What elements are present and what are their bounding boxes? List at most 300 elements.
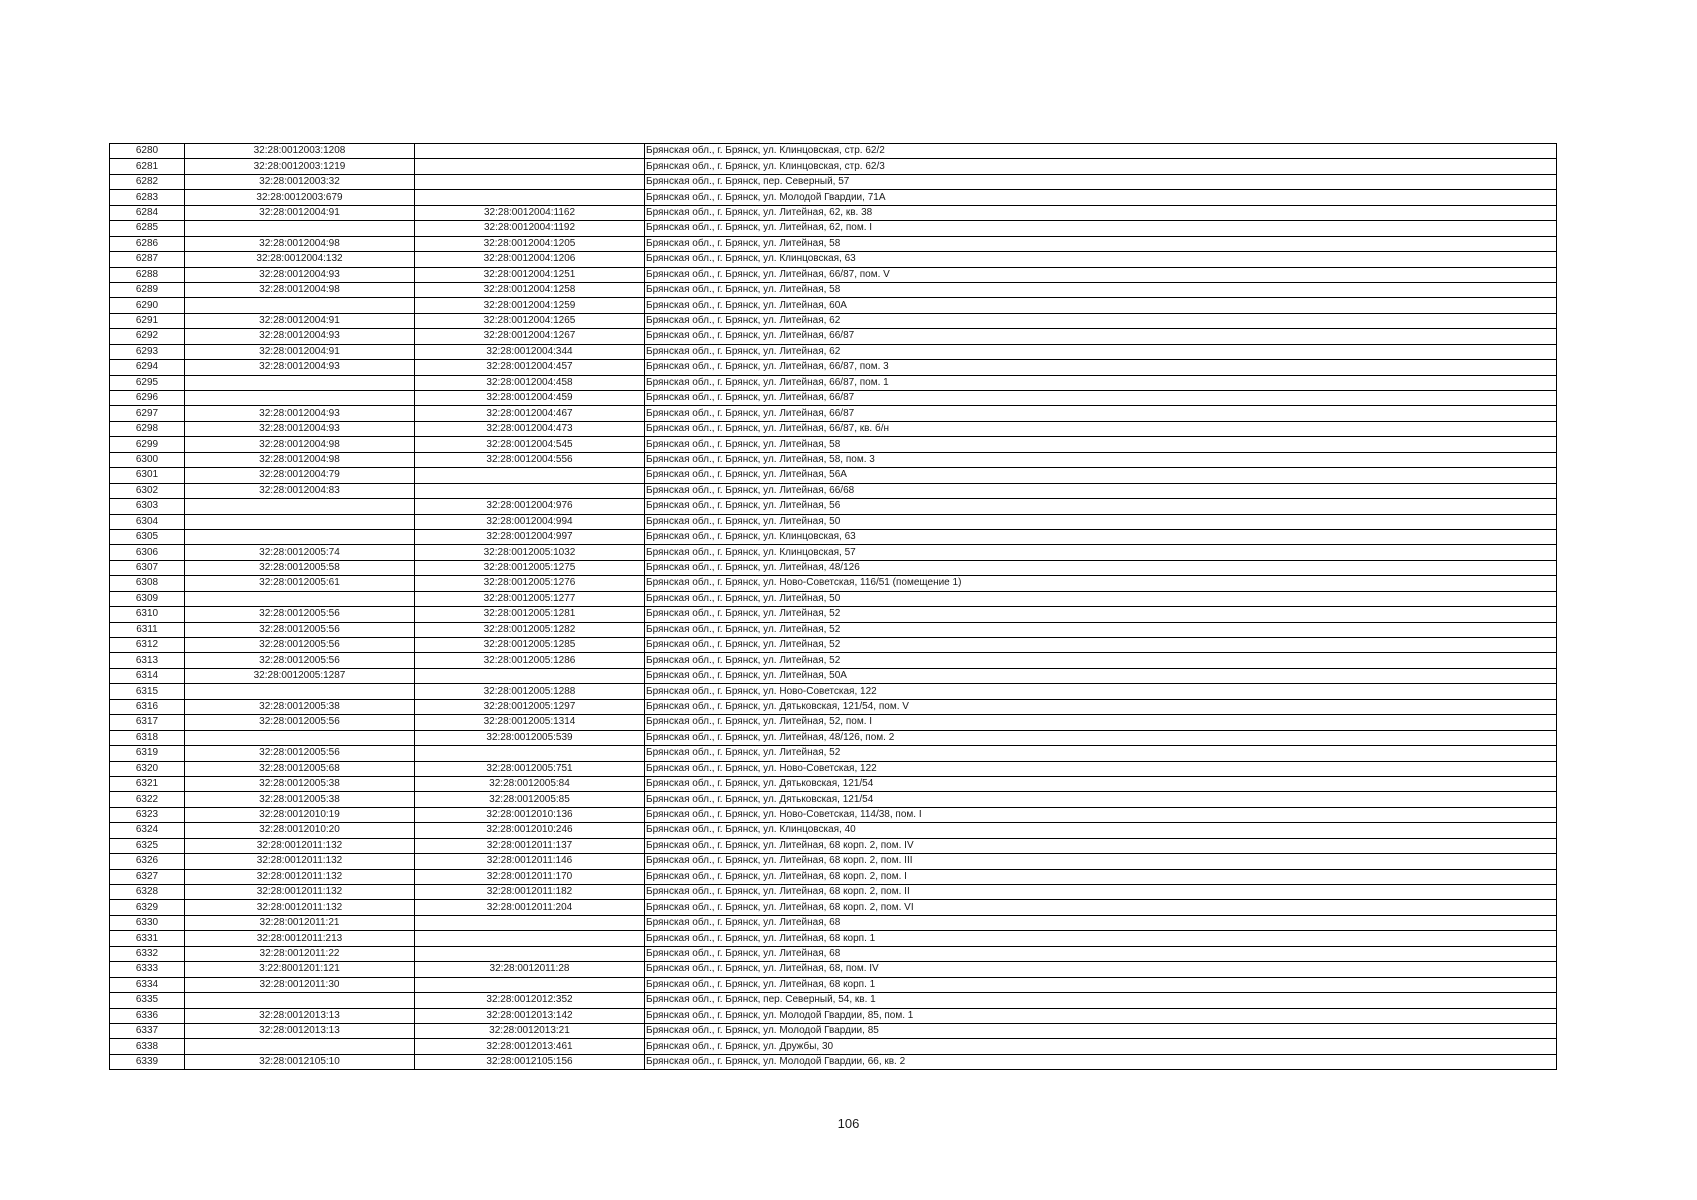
row-number-cell: 6296 (110, 391, 185, 406)
table-row (110, 792, 1557, 807)
row-number-cell: 6309 (110, 591, 185, 606)
row-number-cell: 6295 (110, 375, 185, 390)
object-cadastral-number-cell: 32:28:0012005:1032 (415, 545, 645, 560)
object-cadastral-number-cell: 32:28:0012005:751 (415, 761, 645, 776)
table-row (110, 282, 1557, 297)
land-cadastral-number-cell: 32:28:0012011:21 (185, 915, 415, 930)
row-number-cell: 6308 (110, 576, 185, 591)
row-number-cell: 6299 (110, 437, 185, 452)
table-row (110, 483, 1557, 498)
row-number-cell: 6318 (110, 730, 185, 745)
land-cadastral-number-cell: 32:28:0012004:132 (185, 252, 415, 267)
row-number-cell: 6288 (110, 267, 185, 282)
object-cadastral-number-cell: 32:28:0012011:137 (415, 838, 645, 853)
row-number-cell: 6324 (110, 823, 185, 838)
address-cell: Брянская обл., г. Брянск, ул. Литейная, 62 (645, 344, 1557, 359)
land-cadastral-number-cell (185, 221, 415, 236)
object-cadastral-number-cell: 32:28:0012004:545 (415, 437, 645, 452)
row-number-cell: 6335 (110, 993, 185, 1008)
table-row (110, 576, 1557, 591)
object-cadastral-number-cell: 32:28:0012005:1314 (415, 715, 645, 730)
land-cadastral-number-cell (185, 499, 415, 514)
object-cadastral-number-cell: 32:28:0012004:473 (415, 421, 645, 436)
row-number-cell: 6282 (110, 174, 185, 189)
land-cadastral-number-cell: 32:28:0012011:22 (185, 946, 415, 961)
table-row (110, 638, 1557, 653)
address-cell: Брянская обл., г. Брянск, ул. Литейная, 68 корп. 1 (645, 977, 1557, 992)
address-cell: Брянская обл., г. Брянск, ул. Литейная, 58 (645, 282, 1557, 297)
object-cadastral-number-cell: 32:28:0012004:1259 (415, 298, 645, 313)
table-row (110, 977, 1557, 992)
address-cell: Брянская обл., г. Брянск, ул. Литейная, 68 корп. 2, пом. II (645, 885, 1557, 900)
address-cell: Брянская обл., г. Брянск, пер. Северный, 57 (645, 174, 1557, 189)
land-cadastral-number-cell: 32:28:0012003:1219 (185, 159, 415, 174)
land-cadastral-number-cell: 32:28:0012004:98 (185, 437, 415, 452)
row-number-cell: 6303 (110, 499, 185, 514)
land-cadastral-number-cell: 32:28:0012010:20 (185, 823, 415, 838)
address-cell: Брянская обл., г. Брянск, ул. Литейная, 50А (645, 668, 1557, 683)
address-cell: Брянская обл., г. Брянск, ул. Дятьковская, 121/54, пом. V (645, 699, 1557, 714)
address-cell: Брянская обл., г. Брянск, ул. Литейная, 68 корп. 2, пом. VI (645, 900, 1557, 915)
object-cadastral-number-cell (415, 977, 645, 992)
row-number-cell: 6327 (110, 869, 185, 884)
address-cell: Брянская обл., г. Брянск, ул. Литейная, 48/126 (645, 560, 1557, 575)
object-cadastral-number-cell: 32:28:0012105:156 (415, 1054, 645, 1069)
page-number: 106 (837, 1116, 860, 1131)
address-cell: Брянская обл., г. Брянск, ул. Дружбы, 30 (645, 1039, 1557, 1054)
address-cell: Брянская обл., г. Брянск, ул. Литейная, 52 (645, 746, 1557, 761)
table-row (110, 622, 1557, 637)
address-cell: Брянская обл., г. Брянск, ул. Литейная, 66/87, кв. б/н (645, 421, 1557, 436)
row-number-cell: 6283 (110, 190, 185, 205)
table-row (110, 560, 1557, 575)
object-cadastral-number-cell: 32:28:0012013:461 (415, 1039, 645, 1054)
row-number-cell: 6310 (110, 607, 185, 622)
land-cadastral-number-cell (185, 529, 415, 544)
land-cadastral-number-cell: 32:28:0012005:56 (185, 746, 415, 761)
land-cadastral-number-cell: 32:28:0012005:38 (185, 699, 415, 714)
object-cadastral-number-cell: 32:28:0012011:28 (415, 962, 645, 977)
row-number-cell: 6329 (110, 900, 185, 915)
table-row (110, 344, 1557, 359)
object-cadastral-number-cell: 32:28:0012004:459 (415, 391, 645, 406)
row-number-cell: 6284 (110, 205, 185, 220)
table-row (110, 946, 1557, 961)
object-cadastral-number-cell (415, 144, 645, 159)
table-row (110, 437, 1557, 452)
address-cell: Брянская обл., г. Брянск, ул. Молодой Гвардии, 85 (645, 1023, 1557, 1038)
land-cadastral-number-cell: 32:28:0012005:56 (185, 607, 415, 622)
address-cell: Брянская обл., г. Брянск, ул. Клинцовская, 57 (645, 545, 1557, 560)
land-cadastral-number-cell (185, 730, 415, 745)
object-cadastral-number-cell: 32:28:0012004:1205 (415, 236, 645, 251)
table-row (110, 931, 1557, 946)
address-cell: Брянская обл., г. Брянск, ул. Литейная, 58 (645, 236, 1557, 251)
land-cadastral-number-cell (185, 993, 415, 1008)
row-number-cell: 6323 (110, 807, 185, 822)
table-row (110, 360, 1557, 375)
land-cadastral-number-cell: 32:28:0012004:98 (185, 282, 415, 297)
object-cadastral-number-cell: 32:28:0012011:204 (415, 900, 645, 915)
address-cell: Брянская обл., г. Брянск, ул. Литейная, 52 (645, 607, 1557, 622)
land-cadastral-number-cell: 32:28:0012005:61 (185, 576, 415, 591)
object-cadastral-number-cell (415, 931, 645, 946)
address-cell: Брянская обл., г. Брянск, ул. Литейная, 48/126, пом. 2 (645, 730, 1557, 745)
object-cadastral-number-cell: 32:28:0012004:1162 (415, 205, 645, 220)
row-number-cell: 6325 (110, 838, 185, 853)
object-cadastral-number-cell: 32:28:0012011:182 (415, 885, 645, 900)
land-cadastral-number-cell: 32:28:0012005:74 (185, 545, 415, 560)
row-number-cell: 6331 (110, 931, 185, 946)
row-number-cell: 6333 (110, 962, 185, 977)
land-cadastral-number-cell (185, 391, 415, 406)
address-cell: Брянская обл., г. Брянск, ул. Литейная, 62, пом. I (645, 221, 1557, 236)
object-cadastral-number-cell: 32:28:0012012:352 (415, 993, 645, 1008)
table-row (110, 823, 1557, 838)
table-row (110, 746, 1557, 761)
address-cell: Брянская обл., г. Брянск, ул. Литейная, 68 корп. 2, пом. IV (645, 838, 1557, 853)
row-number-cell: 6312 (110, 638, 185, 653)
land-cadastral-number-cell: 32:28:0012010:19 (185, 807, 415, 822)
object-cadastral-number-cell: 32:28:0012004:1206 (415, 252, 645, 267)
object-cadastral-number-cell: 32:28:0012004:458 (415, 375, 645, 390)
address-cell: Брянская обл., г. Брянск, ул. Клинцовская, стр. 62/2 (645, 144, 1557, 159)
address-cell: Брянская обл., г. Брянск, ул. Ново-Советская, 122 (645, 761, 1557, 776)
land-cadastral-number-cell: 32:28:0012005:38 (185, 792, 415, 807)
object-cadastral-number-cell: 32:28:0012005:1286 (415, 653, 645, 668)
address-cell: Брянская обл., г. Брянск, ул. Литейная, 68 корп. 2, пом. III (645, 854, 1557, 869)
object-cadastral-number-cell: 32:28:0012005:1282 (415, 622, 645, 637)
land-cadastral-number-cell (185, 1039, 415, 1054)
table-row (110, 298, 1557, 313)
land-cadastral-number-cell: 32:28:0012004:93 (185, 329, 415, 344)
table-row (110, 499, 1557, 514)
row-number-cell: 6297 (110, 406, 185, 421)
address-cell: Брянская обл., г. Брянск, ул. Ново-Советская, 116/51 (помещение 1) (645, 576, 1557, 591)
address-cell: Брянская обл., г. Брянск, ул. Литейная, 68, пом. IV (645, 962, 1557, 977)
address-cell: Брянская обл., г. Брянск, ул. Литейная, 68 корп. 2, пом. I (645, 869, 1557, 884)
land-cadastral-number-cell: 32:28:0012011:213 (185, 931, 415, 946)
property-table-body (110, 144, 1557, 1070)
table-row (110, 915, 1557, 930)
row-number-cell: 6330 (110, 915, 185, 930)
table-row (110, 159, 1557, 174)
address-cell: Брянская обл., г. Брянск, ул. Литейная, 50 (645, 591, 1557, 606)
object-cadastral-number-cell: 32:28:0012004:1267 (415, 329, 645, 344)
address-cell: Брянская обл., г. Брянск, ул. Литейная, 66/87 (645, 406, 1557, 421)
table-row (110, 391, 1557, 406)
land-cadastral-number-cell: 32:28:0012011:132 (185, 854, 415, 869)
land-cadastral-number-cell: 32:28:0012004:91 (185, 205, 415, 220)
address-cell: Брянская обл., г. Брянск, ул. Литейная, 66/87, пом. V (645, 267, 1557, 282)
land-cadastral-number-cell: 32:28:0012004:91 (185, 344, 415, 359)
land-cadastral-number-cell: 32:28:0012011:132 (185, 885, 415, 900)
object-cadastral-number-cell: 32:28:0012004:1258 (415, 282, 645, 297)
object-cadastral-number-cell: 32:28:0012004:997 (415, 529, 645, 544)
row-number-cell: 6305 (110, 529, 185, 544)
land-cadastral-number-cell: 32:28:0012013:13 (185, 1008, 415, 1023)
land-cadastral-number-cell: 32:28:0012011:132 (185, 869, 415, 884)
object-cadastral-number-cell (415, 946, 645, 961)
row-number-cell: 6285 (110, 221, 185, 236)
table-row (110, 545, 1557, 560)
address-cell: Брянская обл., г. Брянск, ул. Ново-Советская, 114/38, пом. I (645, 807, 1557, 822)
address-cell: Брянская обл., г. Брянск, ул. Литейная, 68 корп. 1 (645, 931, 1557, 946)
address-cell: Брянская обл., г. Брянск, ул. Литейная, 66/68 (645, 483, 1557, 498)
row-number-cell: 6334 (110, 977, 185, 992)
row-number-cell: 6319 (110, 746, 185, 761)
land-cadastral-number-cell: 32:28:0012011:132 (185, 838, 415, 853)
object-cadastral-number-cell (415, 915, 645, 930)
address-cell: Брянская обл., г. Брянск, ул. Литейная, 52 (645, 653, 1557, 668)
row-number-cell: 6326 (110, 854, 185, 869)
land-cadastral-number-cell (185, 684, 415, 699)
row-number-cell: 6289 (110, 282, 185, 297)
address-cell: Брянская обл., г. Брянск, ул. Литейная, 62 (645, 313, 1557, 328)
table-row (110, 653, 1557, 668)
address-cell: Брянская обл., г. Брянск, ул. Литейная, 68 (645, 946, 1557, 961)
address-cell: Брянская обл., г. Брянск, ул. Литейная, 58 (645, 437, 1557, 452)
row-number-cell: 6332 (110, 946, 185, 961)
address-cell: Брянская обл., г. Брянск, ул. Литейная, 66/87, пом. 1 (645, 375, 1557, 390)
row-number-cell: 6301 (110, 468, 185, 483)
address-cell: Брянская обл., г. Брянск, ул. Литейная, 56А (645, 468, 1557, 483)
object-cadastral-number-cell: 32:28:0012010:246 (415, 823, 645, 838)
land-cadastral-number-cell: 32:28:0012003:679 (185, 190, 415, 205)
land-cadastral-number-cell: 32:28:0012005:58 (185, 560, 415, 575)
address-cell: Брянская обл., г. Брянск, ул. Литейная, 56 (645, 499, 1557, 514)
object-cadastral-number-cell: 32:28:0012005:1285 (415, 638, 645, 653)
object-cadastral-number-cell: 32:28:0012004:467 (415, 406, 645, 421)
table-row (110, 885, 1557, 900)
row-number-cell: 6286 (110, 236, 185, 251)
table-row (110, 1039, 1557, 1054)
row-number-cell: 6316 (110, 699, 185, 714)
object-cadastral-number-cell: 32:28:0012004:556 (415, 452, 645, 467)
table-row (110, 236, 1557, 251)
row-number-cell: 6322 (110, 792, 185, 807)
row-number-cell: 6292 (110, 329, 185, 344)
table-row (110, 776, 1557, 791)
row-number-cell: 6306 (110, 545, 185, 560)
object-cadastral-number-cell: 32:28:0012004:976 (415, 499, 645, 514)
table-row (110, 993, 1557, 1008)
land-cadastral-number-cell: 32:28:0012003:1208 (185, 144, 415, 159)
row-number-cell: 6339 (110, 1054, 185, 1069)
object-cadastral-number-cell: 32:28:0012005:1277 (415, 591, 645, 606)
land-cadastral-number-cell: 32:28:0012004:98 (185, 236, 415, 251)
table-row (110, 329, 1557, 344)
table-row (110, 406, 1557, 421)
land-cadastral-number-cell: 32:28:0012005:68 (185, 761, 415, 776)
address-cell: Брянская обл., г. Брянск, ул. Дятьковская, 121/54 (645, 776, 1557, 791)
object-cadastral-number-cell: 32:28:0012004:1192 (415, 221, 645, 236)
object-cadastral-number-cell: 32:28:0012004:1265 (415, 313, 645, 328)
land-cadastral-number-cell: 32:28:0012011:30 (185, 977, 415, 992)
address-cell: Брянская обл., г. Брянск, ул. Молодой Гвардии, 66, кв. 2 (645, 1054, 1557, 1069)
table-row (110, 730, 1557, 745)
address-cell: Брянская обл., г. Брянск, ул. Литейная, 52, пом. I (645, 715, 1557, 730)
object-cadastral-number-cell: 32:28:0012013:142 (415, 1008, 645, 1023)
row-number-cell: 6281 (110, 159, 185, 174)
address-cell: Брянская обл., г. Брянск, ул. Литейная, 50 (645, 514, 1557, 529)
table-row (110, 267, 1557, 282)
row-number-cell: 6307 (110, 560, 185, 575)
object-cadastral-number-cell (415, 159, 645, 174)
address-cell: Брянская обл., г. Брянск, ул. Литейная, 52 (645, 638, 1557, 653)
row-number-cell: 6314 (110, 668, 185, 683)
land-cadastral-number-cell: 32:28:0012004:93 (185, 406, 415, 421)
table-row (110, 761, 1557, 776)
land-cadastral-number-cell: 32:28:0012005:1287 (185, 668, 415, 683)
table-row (110, 468, 1557, 483)
address-cell: Брянская обл., г. Брянск, пер. Северный, 54, кв. 1 (645, 993, 1557, 1008)
table-row (110, 1054, 1557, 1069)
object-cadastral-number-cell: 32:28:0012005:1275 (415, 560, 645, 575)
table-row (110, 529, 1557, 544)
row-number-cell: 6290 (110, 298, 185, 313)
land-cadastral-number-cell: 32:28:0012005:56 (185, 638, 415, 653)
table-row (110, 962, 1557, 977)
row-number-cell: 6337 (110, 1023, 185, 1038)
land-cadastral-number-cell (185, 298, 415, 313)
land-cadastral-number-cell: 32:28:0012013:13 (185, 1023, 415, 1038)
row-number-cell: 6280 (110, 144, 185, 159)
table-row (110, 375, 1557, 390)
object-cadastral-number-cell: 32:28:0012010:136 (415, 807, 645, 822)
address-cell: Брянская обл., г. Брянск, ул. Литейная, 66/87 (645, 329, 1557, 344)
object-cadastral-number-cell: 32:28:0012005:1288 (415, 684, 645, 699)
land-cadastral-number-cell: 32:28:0012005:38 (185, 776, 415, 791)
row-number-cell: 6287 (110, 252, 185, 267)
object-cadastral-number-cell: 32:28:0012005:539 (415, 730, 645, 745)
object-cadastral-number-cell (415, 174, 645, 189)
land-cadastral-number-cell: 32:28:0012004:93 (185, 267, 415, 282)
land-cadastral-number-cell: 32:28:0012004:79 (185, 468, 415, 483)
address-cell: Брянская обл., г. Брянск, ул. Клинцовская, 63 (645, 252, 1557, 267)
row-number-cell: 6336 (110, 1008, 185, 1023)
table-row (110, 900, 1557, 915)
land-cadastral-number-cell: 32:28:0012105:10 (185, 1054, 415, 1069)
address-cell: Брянская обл., г. Брянск, ул. Литейная, 66/87 (645, 391, 1557, 406)
table-row (110, 668, 1557, 683)
row-number-cell: 6328 (110, 885, 185, 900)
land-cadastral-number-cell: 32:28:0012011:132 (185, 900, 415, 915)
object-cadastral-number-cell: 32:28:0012005:1276 (415, 576, 645, 591)
address-cell: Брянская обл., г. Брянск, ул. Клинцовская, стр. 62/3 (645, 159, 1557, 174)
object-cadastral-number-cell: 32:28:0012005:1281 (415, 607, 645, 622)
object-cadastral-number-cell (415, 483, 645, 498)
land-cadastral-number-cell: 32:28:0012004:98 (185, 452, 415, 467)
object-cadastral-number-cell (415, 746, 645, 761)
row-number-cell: 6338 (110, 1039, 185, 1054)
land-cadastral-number-cell: 3:22:8001201:121 (185, 962, 415, 977)
address-cell: Брянская обл., г. Брянск, ул. Клинцовская, 40 (645, 823, 1557, 838)
table-row (110, 684, 1557, 699)
address-cell: Брянская обл., г. Брянск, ул. Дятьковская, 121/54 (645, 792, 1557, 807)
row-number-cell: 6311 (110, 622, 185, 637)
table-row (110, 1008, 1557, 1023)
land-cadastral-number-cell: 32:28:0012005:56 (185, 622, 415, 637)
address-cell: Брянская обл., г. Брянск, ул. Литейная, 66/87, пом. 3 (645, 360, 1557, 375)
table-row (110, 869, 1557, 884)
table-row (110, 190, 1557, 205)
object-cadastral-number-cell: 32:28:0012004:1251 (415, 267, 645, 282)
row-number-cell: 6317 (110, 715, 185, 730)
table-row (110, 838, 1557, 853)
row-number-cell: 6298 (110, 421, 185, 436)
land-cadastral-number-cell (185, 514, 415, 529)
table-row (110, 144, 1557, 159)
row-number-cell: 6320 (110, 761, 185, 776)
table-row (110, 607, 1557, 622)
address-cell: Брянская обл., г. Брянск, ул. Литейная, 68 (645, 915, 1557, 930)
row-number-cell: 6293 (110, 344, 185, 359)
table-row (110, 699, 1557, 714)
row-number-cell: 6302 (110, 483, 185, 498)
address-cell: Брянская обл., г. Брянск, ул. Литейная, 60А (645, 298, 1557, 313)
object-cadastral-number-cell: 32:28:0012013:21 (415, 1023, 645, 1038)
address-cell: Брянская обл., г. Брянск, ул. Литейная, 62, кв. 38 (645, 205, 1557, 220)
land-cadastral-number-cell: 32:28:0012003:32 (185, 174, 415, 189)
land-cadastral-number-cell: 32:28:0012004:93 (185, 421, 415, 436)
object-cadastral-number-cell: 32:28:0012005:85 (415, 792, 645, 807)
address-cell: Брянская обл., г. Брянск, ул. Клинцовская, 63 (645, 529, 1557, 544)
table-row (110, 313, 1557, 328)
land-cadastral-number-cell (185, 375, 415, 390)
object-cadastral-number-cell: 32:28:0012004:994 (415, 514, 645, 529)
row-number-cell: 6294 (110, 360, 185, 375)
land-cadastral-number-cell: 32:28:0012004:93 (185, 360, 415, 375)
address-cell: Брянская обл., г. Брянск, ул. Литейная, 58, пом. 3 (645, 452, 1557, 467)
table-row (110, 514, 1557, 529)
table-row (110, 421, 1557, 436)
object-cadastral-number-cell: 32:28:0012005:1297 (415, 699, 645, 714)
table-row (110, 1023, 1557, 1038)
object-cadastral-number-cell: 32:28:0012011:146 (415, 854, 645, 869)
address-cell: Брянская обл., г. Брянск, ул. Молодой Гвардии, 71А (645, 190, 1557, 205)
land-cadastral-number-cell: 32:28:0012004:83 (185, 483, 415, 498)
object-cadastral-number-cell: 32:28:0012004:457 (415, 360, 645, 375)
address-cell: Брянская обл., г. Брянск, ул. Литейная, 52 (645, 622, 1557, 637)
table-row (110, 221, 1557, 236)
table-row (110, 174, 1557, 189)
row-number-cell: 6291 (110, 313, 185, 328)
table-row (110, 854, 1557, 869)
object-cadastral-number-cell: 32:28:0012005:84 (415, 776, 645, 791)
table-row (110, 452, 1557, 467)
land-cadastral-number-cell: 32:28:0012004:91 (185, 313, 415, 328)
object-cadastral-number-cell (415, 468, 645, 483)
object-cadastral-number-cell: 32:28:0012011:170 (415, 869, 645, 884)
address-cell: Брянская обл., г. Брянск, ул. Ново-Советская, 122 (645, 684, 1557, 699)
row-number-cell: 6315 (110, 684, 185, 699)
property-table (109, 143, 1557, 1070)
address-cell: Брянская обл., г. Брянск, ул. Молодой Гвардии, 85, пом. 1 (645, 1008, 1557, 1023)
object-cadastral-number-cell (415, 668, 645, 683)
object-cadastral-number-cell (415, 190, 645, 205)
table-row (110, 807, 1557, 822)
table-row (110, 715, 1557, 730)
row-number-cell: 6313 (110, 653, 185, 668)
object-cadastral-number-cell: 32:28:0012004:344 (415, 344, 645, 359)
table-row (110, 591, 1557, 606)
row-number-cell: 6300 (110, 452, 185, 467)
row-number-cell: 6304 (110, 514, 185, 529)
table-row (110, 252, 1557, 267)
row-number-cell: 6321 (110, 776, 185, 791)
table-row (110, 205, 1557, 220)
